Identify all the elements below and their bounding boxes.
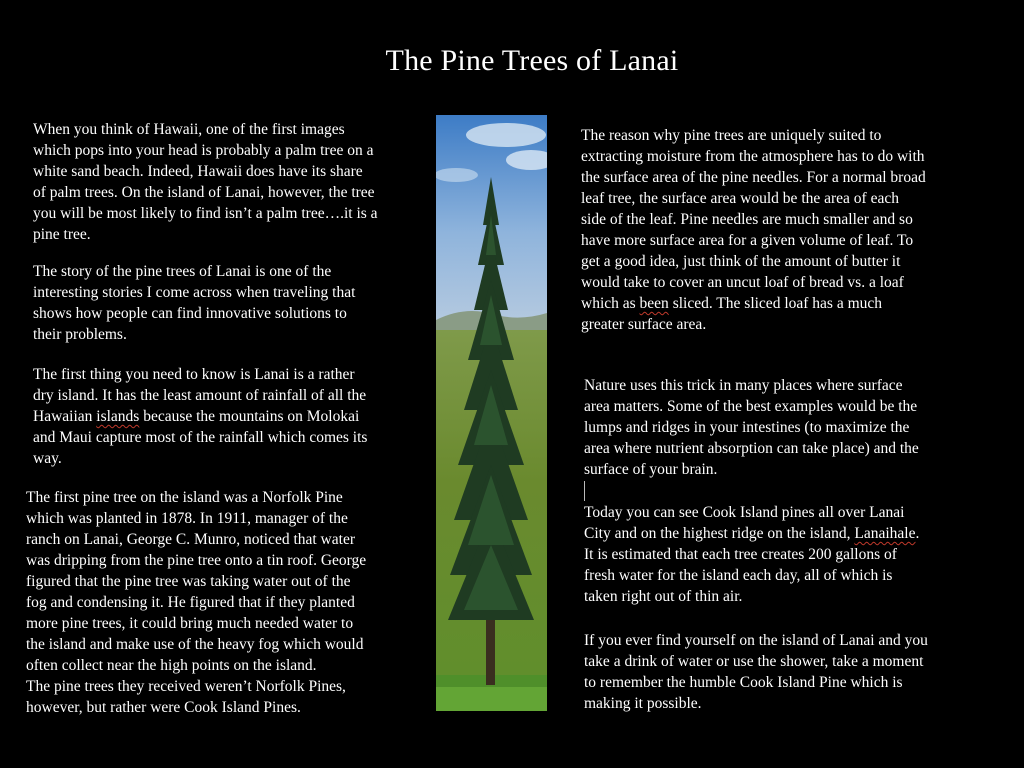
text-line: would take to cover an uncut loaf of bread vs. a loaf: [581, 274, 904, 291]
text-line: The first pine tree on the island was a Norfolk Pine: [26, 489, 343, 506]
text-cursor: [584, 481, 585, 501]
cook-island-pine-photo: [436, 115, 547, 711]
left-paragraph-4: [26, 487, 426, 718]
text-line: The first thing you need to know is Lanai is a rather: [33, 366, 355, 383]
text-line: of palm trees. On the island of Lanai, however, the tree: [33, 184, 375, 201]
text-line: was dripping from the pine tree onto a tin roof. George: [26, 552, 367, 569]
text-line: more pine trees, it could bring much needed water to: [26, 615, 354, 632]
text-line: dry island. It has the least amount of rainfall of all the: [33, 387, 367, 404]
left-paragraph-2: [33, 261, 406, 345]
text-line: take a drink of water or use the shower, take a moment: [584, 653, 924, 670]
text-line: you will be most likely to find isn’t a palm tree….it is a: [33, 205, 378, 222]
text-line: way.: [33, 450, 62, 467]
text-line: get a good idea, just think of the amount of butter it: [581, 253, 901, 270]
spellcheck-word[interactable]: islands: [96, 408, 140, 425]
text-line: area where nutrient absorption can take place) and the: [584, 440, 919, 457]
left-paragraph-1: [33, 119, 406, 245]
slide-title: The Pine Trees of Lanai: [385, 44, 679, 77]
text-line: greater surface area.: [581, 316, 707, 333]
text-line: taken right out of thin air.: [584, 588, 743, 605]
text-line: The pine trees they received weren’t Norfolk Pines,: [26, 678, 346, 695]
text-line: If you ever find yourself on the island of Lanai and you: [584, 632, 928, 649]
text-line: which pops into your head is probably a palm tree on a: [33, 142, 374, 159]
text-line: shows how people can find innovative solutions to: [33, 305, 347, 322]
text-line: side of the leaf. Pine needles are much smaller and so: [581, 211, 913, 228]
text-line: It is estimated that each tree creates 200 gallons of: [584, 546, 897, 563]
text-line: [581, 293, 991, 314]
text-line: fresh water for the island each day, all of which is: [584, 567, 893, 584]
right-paragraph-3: [584, 502, 1004, 607]
text-line: [584, 523, 1004, 544]
text-line: lumps and ridges in your intestines (to maximize the: [584, 419, 910, 436]
left-paragraph-3: [33, 364, 406, 469]
text-line: the island and make use of the heavy fog which would: [26, 636, 364, 653]
text-fragment: City and on the highest ridge on the island,: [584, 525, 855, 542]
text-line: Nature uses this trick in many places where surface: [584, 377, 903, 394]
text-line: surface of your brain.: [584, 461, 718, 478]
text-line: white sand beach. Indeed, Hawaii does have its share: [33, 163, 363, 180]
text-line: have more surface area for a given volume of leaf. To: [581, 232, 914, 249]
text-line: extracting moisture from the atmosphere has to do with: [581, 148, 925, 165]
text-line: [33, 406, 406, 427]
text-fragment: sliced. The sliced loaf has a much: [668, 295, 883, 312]
right-paragraph-4: [584, 630, 1004, 714]
text-line: their problems.: [33, 326, 127, 343]
text-line: pine tree.: [33, 226, 91, 243]
text-line: The reason why pine trees are uniquely suited to: [581, 127, 882, 144]
text-line: and Maui capture most of the rainfall which comes its: [33, 429, 368, 446]
spellcheck-word[interactable]: Lanaihale: [854, 525, 916, 542]
text-line: to remember the humble Cook Island Pine which is: [584, 674, 903, 691]
text-fragment: because the mountains on Molokai: [139, 408, 360, 425]
text-line: often collect near the high points on the island.: [26, 657, 317, 674]
text-line: fog and condensing it. He figured that if they planted: [26, 594, 355, 611]
text-line: the surface area of the pine needles. For a normal broad: [581, 169, 926, 186]
text-line: leaf tree, the surface area would be the area of each: [581, 190, 899, 207]
text-line: The story of the pine trees of Lanai is one of the: [33, 263, 332, 280]
text-line: figured that the pine tree was taking water out of the: [26, 573, 351, 590]
pine-tree-illustration: [436, 115, 547, 711]
text-fragment: Hawaiian: [33, 408, 97, 425]
text-fragment: which as: [581, 295, 640, 312]
text-fragment: .: [915, 525, 920, 542]
right-paragraph-2: [584, 375, 994, 480]
text-line: When you think of Hawaii, one of the first images: [33, 121, 345, 138]
text-line: Today you can see Cook Island pines all over Lanai: [584, 504, 905, 521]
right-paragraph-1: [581, 125, 991, 335]
text-line: which was planted in 1878. In 1911, manager of the: [26, 510, 348, 527]
text-line: area matters. Some of the best examples would be the: [584, 398, 918, 415]
text-line: however, but rather were Cook Island Pines.: [26, 699, 301, 716]
text-line: ranch on Lanai, George C. Munro, noticed that water: [26, 531, 355, 548]
spellcheck-word[interactable]: been: [639, 295, 669, 312]
text-line: making it possible.: [584, 695, 702, 712]
text-line: interesting stories I come across when traveling that: [33, 284, 356, 301]
